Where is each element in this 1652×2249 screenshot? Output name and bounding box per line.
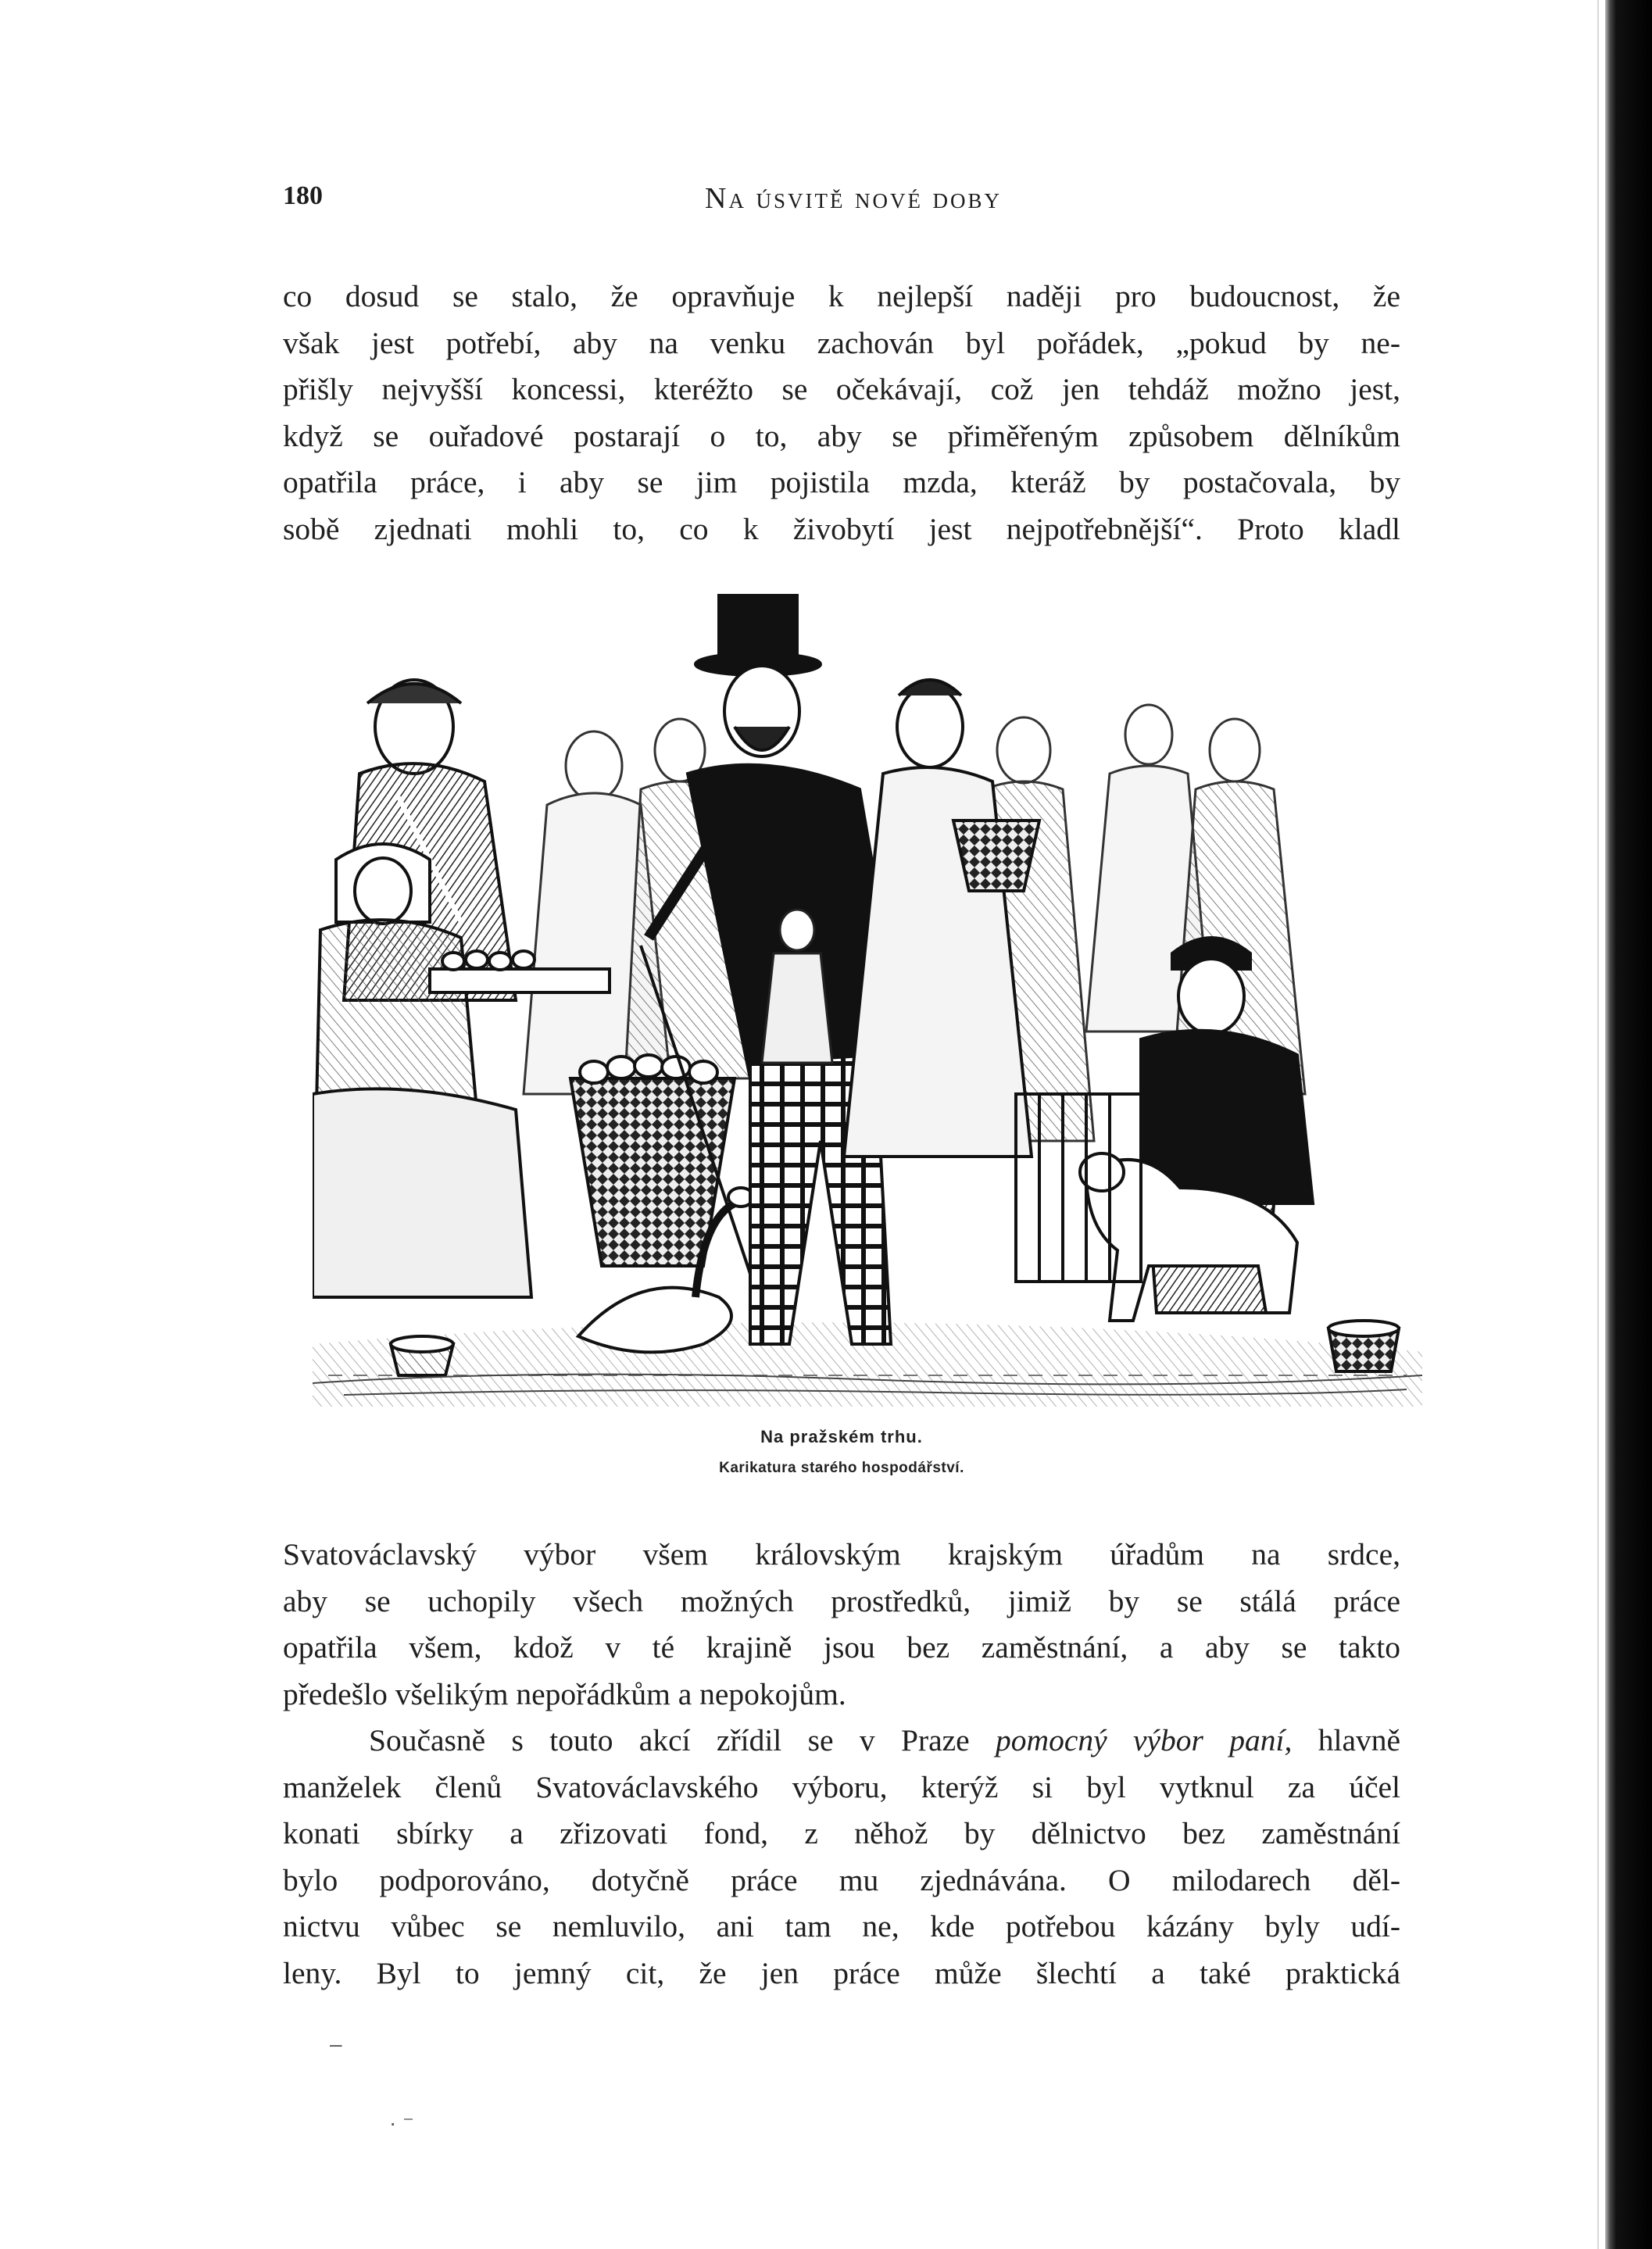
text-line: nictvu vůbec se nemluvilo, ani tam ne, kde potřebou kázány byly udí- xyxy=(283,1909,1400,1943)
text-run: Současně s touto akcí zřídil se v Praze xyxy=(369,1723,996,1757)
text-line-indented xyxy=(283,1718,1400,1765)
text-top-paragraph xyxy=(283,274,1400,552)
text-line: aby se uchopily všech možných prostředků, jimiž by se stálá práce xyxy=(283,1583,1400,1618)
text-line: opatřila všem, kdož v té krajině jsou bez zaměstnání, a aby se takto xyxy=(283,1630,1400,1664)
scan-speck: · ⁻ xyxy=(389,2111,414,2135)
text-line: přišly nejvyšší koncessi, kteréžto se očekávají, což jen tehdáž možno jest, xyxy=(283,372,1400,406)
text-line: Svatováclavský výbor všem královským krajským úřadům na srdce, xyxy=(283,1537,1400,1571)
text-run: hlavně xyxy=(1292,1723,1401,1757)
text-line: opatřila práce, i aby se jim pojistila mzda, kteráž by postačovala, by xyxy=(283,465,1400,499)
engraving-drawing xyxy=(313,594,1422,1407)
page-edge-line xyxy=(1597,0,1599,2249)
text-line: však jest potřebí, aby na venku zachován byl pořádek, „pokud by ne- xyxy=(283,325,1400,360)
scan-speck: – xyxy=(330,2032,342,2056)
text-line: manželek členů Svatováclavského výboru, kterýž si byl vytknul za účel xyxy=(283,1769,1400,1804)
text-line: sobě zjednati mohli to, co k živobytí jest nejpotřebnější“. Proto kladl xyxy=(283,511,1400,546)
text-line: co dosud se stalo, že opravňuje k nejlepší naději pro budoucnost, že xyxy=(283,279,1400,313)
text-line: předešlo všelikým nepořádkům a nepokojům. xyxy=(283,1676,846,1711)
binding-edge xyxy=(1605,0,1652,2249)
text-bottom-paragraph xyxy=(283,1532,1400,1997)
market-illustration xyxy=(313,594,1422,1407)
text-line: leny. Byl to jemný cit, že jen práce může šlechtí a také praktická xyxy=(283,1955,1400,1990)
page-number: 180 xyxy=(283,181,323,210)
running-head xyxy=(283,181,1424,228)
text-line: konati sbírky a zřizovati fond, z něhož by dělnictvo bez zaměstnání xyxy=(283,1816,1400,1850)
italic-text-run: pomocný výbor paní, xyxy=(996,1723,1293,1757)
running-title: Na úsvitě nové doby xyxy=(705,182,1002,215)
figure-caption-title: Na pražském trhu. xyxy=(760,1427,923,1446)
figure-caption-subtitle: Karikatura starého hospodářství. xyxy=(719,1460,964,1476)
text-line: bylo podporováno, dotyčně práce mu zjednávána. O milodarech děl- xyxy=(283,1862,1400,1897)
text-line: když se ouřadové postarají o to, aby se přiměřeným způsobem dělníkům xyxy=(283,418,1400,453)
